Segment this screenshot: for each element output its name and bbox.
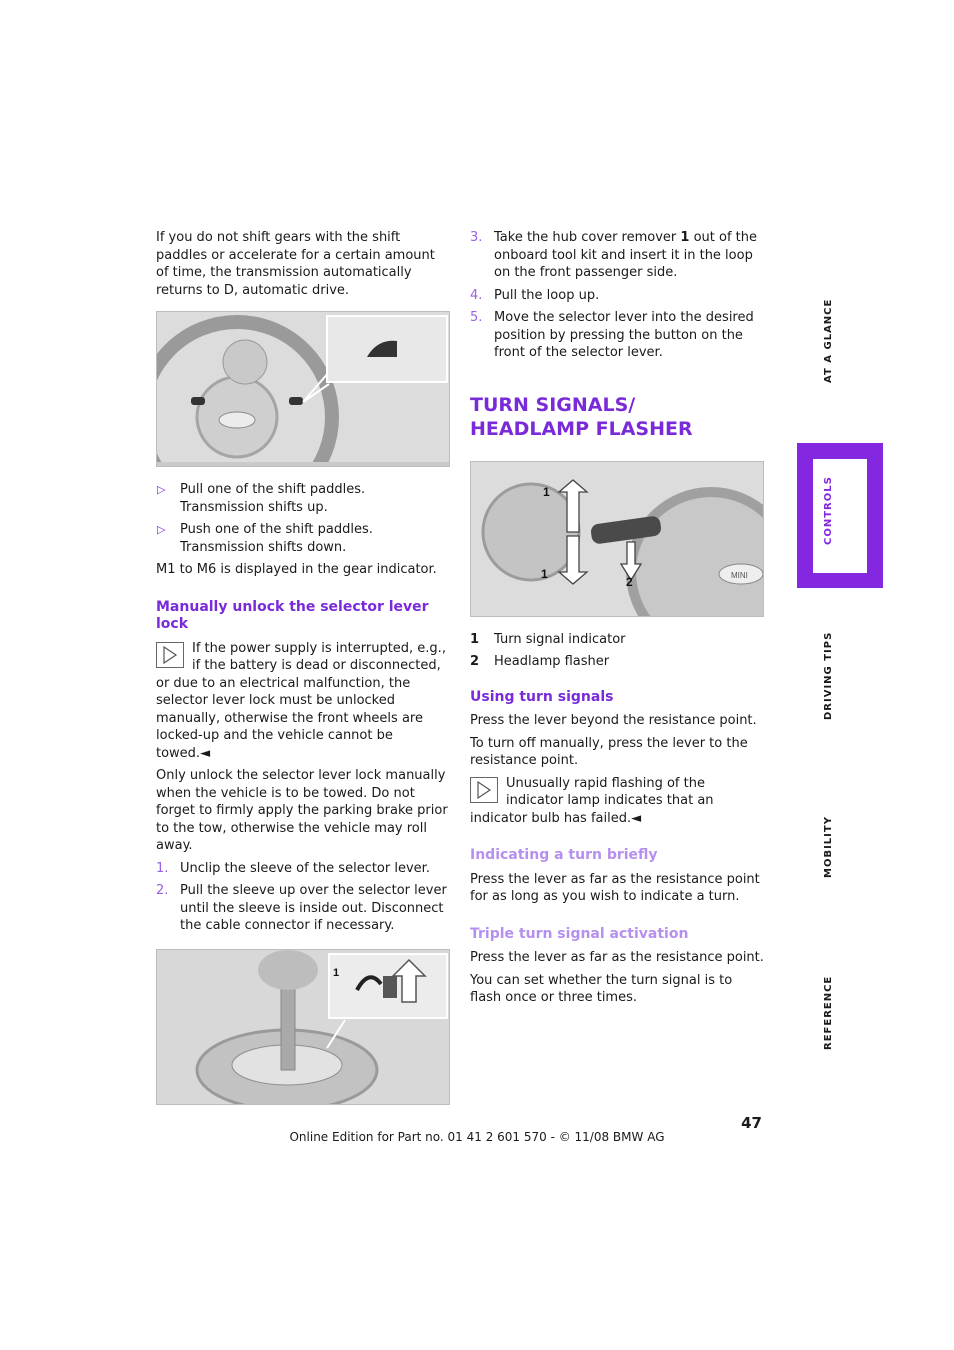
- brand-mark: MINI: [731, 570, 748, 580]
- tab-at-a-glance[interactable]: AT A GLANCE: [823, 298, 834, 383]
- right-column: [470, 229, 764, 1012]
- bullet-line: Pull one of the shift paddles.: [180, 482, 366, 497]
- page-number: 47: [741, 1114, 762, 1132]
- bullet-line: Transmission shifts up.: [180, 499, 328, 515]
- step-text: Pull the sleeve up over the selector lever until the sleeve is inside out. Disconnect the cable connector if necessary.: [180, 883, 447, 933]
- legend-number: 1: [470, 631, 480, 647]
- legend-item-1: [470, 631, 764, 649]
- step-text: Pull the loop up.: [494, 287, 600, 303]
- main-heading: [470, 393, 764, 441]
- footer: Online Edition for Part no. 01 41 2 601 570 - © 11/08 BMW AG: [289, 1130, 665, 1144]
- triangle-right-icon: ▷: [157, 483, 166, 496]
- step-2: [156, 882, 450, 935]
- paragraph: Press the lever as far as the resistance point for as long as you wish to indicate a turn.: [470, 871, 760, 904]
- figure-callout: 1: [543, 484, 550, 499]
- figure-callout: 2: [626, 574, 633, 589]
- tab-mobility[interactable]: MOBILITY: [823, 816, 834, 878]
- step-5: [470, 309, 764, 362]
- section-heading-briefly: Indicating a turn briefly: [470, 847, 658, 863]
- note-rapid-flashing: [470, 775, 764, 828]
- tow-paragraph: Only unlock the selector lever lock manually when the vehicle is to be towed. Do not forget to firmly apply the parking brake prior to the tow, otherwise the vehicle may roll away.: [156, 768, 448, 853]
- step-number: 2.: [156, 883, 169, 898]
- paragraph: Press the lever beyond the resistance point.: [470, 713, 757, 728]
- paragraph: You can set whether the turn signal is to flash once or three times.: [470, 972, 733, 1005]
- paragraph: To turn off manually, press the lever to the resistance point.: [470, 735, 748, 768]
- paragraph: Press the lever as far as the resistance point.: [470, 950, 764, 965]
- bullet-line: Transmission shifts down.: [180, 539, 347, 555]
- legend-text: Turn signal indicator: [494, 631, 626, 647]
- tab-reference[interactable]: REFERENCE: [823, 975, 834, 1050]
- step-text: Unclip the sleeve of the selector lever.: [180, 860, 430, 876]
- note-triangle-icon: [156, 642, 184, 668]
- section-heading-using: Using turn signals: [470, 688, 614, 705]
- step-number: 4.: [470, 287, 483, 303]
- tab-driving-tips[interactable]: DRIVING TIPS: [823, 631, 834, 720]
- selector-lever-figure: [156, 949, 450, 1105]
- bullet-shift-down: [156, 521, 450, 556]
- note-text: Unusually rapid flashing of the indicator lamp indicates that an indicator bulb has failed.◄: [470, 775, 714, 826]
- step-1: [156, 860, 450, 878]
- note-text: If the power supply is interrupted, e.g., if the battery is dead or disconnected, or due to an electrical malfunction, the selector lever lock must be unlocked manually, otherwise the front wheels are locked-up and the vehicle cannot be towed.◄: [156, 640, 446, 761]
- bullet-line: Push one of the shift paddles.: [180, 522, 373, 537]
- step-4: [470, 287, 764, 305]
- figure-callout: 1: [541, 566, 548, 581]
- legend-text: Headlamp flasher: [494, 654, 610, 669]
- step-text: out of the onboard tool kit and insert it in the loop on the front passenger side.: [494, 230, 758, 280]
- left-column: [156, 229, 450, 1119]
- figure-callout: 1: [333, 966, 340, 979]
- tab-controls[interactable]: CONTROLS: [823, 476, 834, 545]
- section-heading-triple: Triple turn signal activation: [470, 925, 689, 942]
- gear-indicator-note: M1 to M6 is displayed in the gear indicator.: [156, 562, 437, 577]
- note-power-supply: [156, 640, 450, 763]
- main-heading-line: TURN SIGNALS/: [470, 393, 636, 416]
- step-text-bold: 1: [680, 230, 690, 245]
- shift-paddles-figure: [156, 311, 450, 467]
- step-number: 3.: [470, 230, 483, 245]
- triangle-right-icon: ▷: [157, 523, 166, 536]
- turn-signal-figure: [470, 461, 764, 617]
- note-triangle-icon: [470, 777, 498, 803]
- step-number: 5.: [470, 310, 483, 325]
- section-heading-unlock: Manually unlock the selector lever lock: [156, 598, 429, 632]
- step-text: Move the selector lever into the desired position by pressing the button on the front of the selector lever.: [494, 310, 754, 360]
- intro-paragraph: If you do not shift gears with the shift paddles or accelerate for a certain amount of time, the transmission automatically returns to D, automatic drive.: [156, 230, 435, 298]
- legend-number: 2: [470, 654, 480, 669]
- legend-item-2: [470, 653, 764, 671]
- step-3: [470, 229, 764, 282]
- step-number: 1.: [156, 860, 169, 876]
- main-heading-line: HEADLAMP FLASHER: [470, 417, 693, 440]
- bullet-shift-up: [156, 481, 450, 516]
- step-text: Take the hub cover remover: [494, 230, 681, 245]
